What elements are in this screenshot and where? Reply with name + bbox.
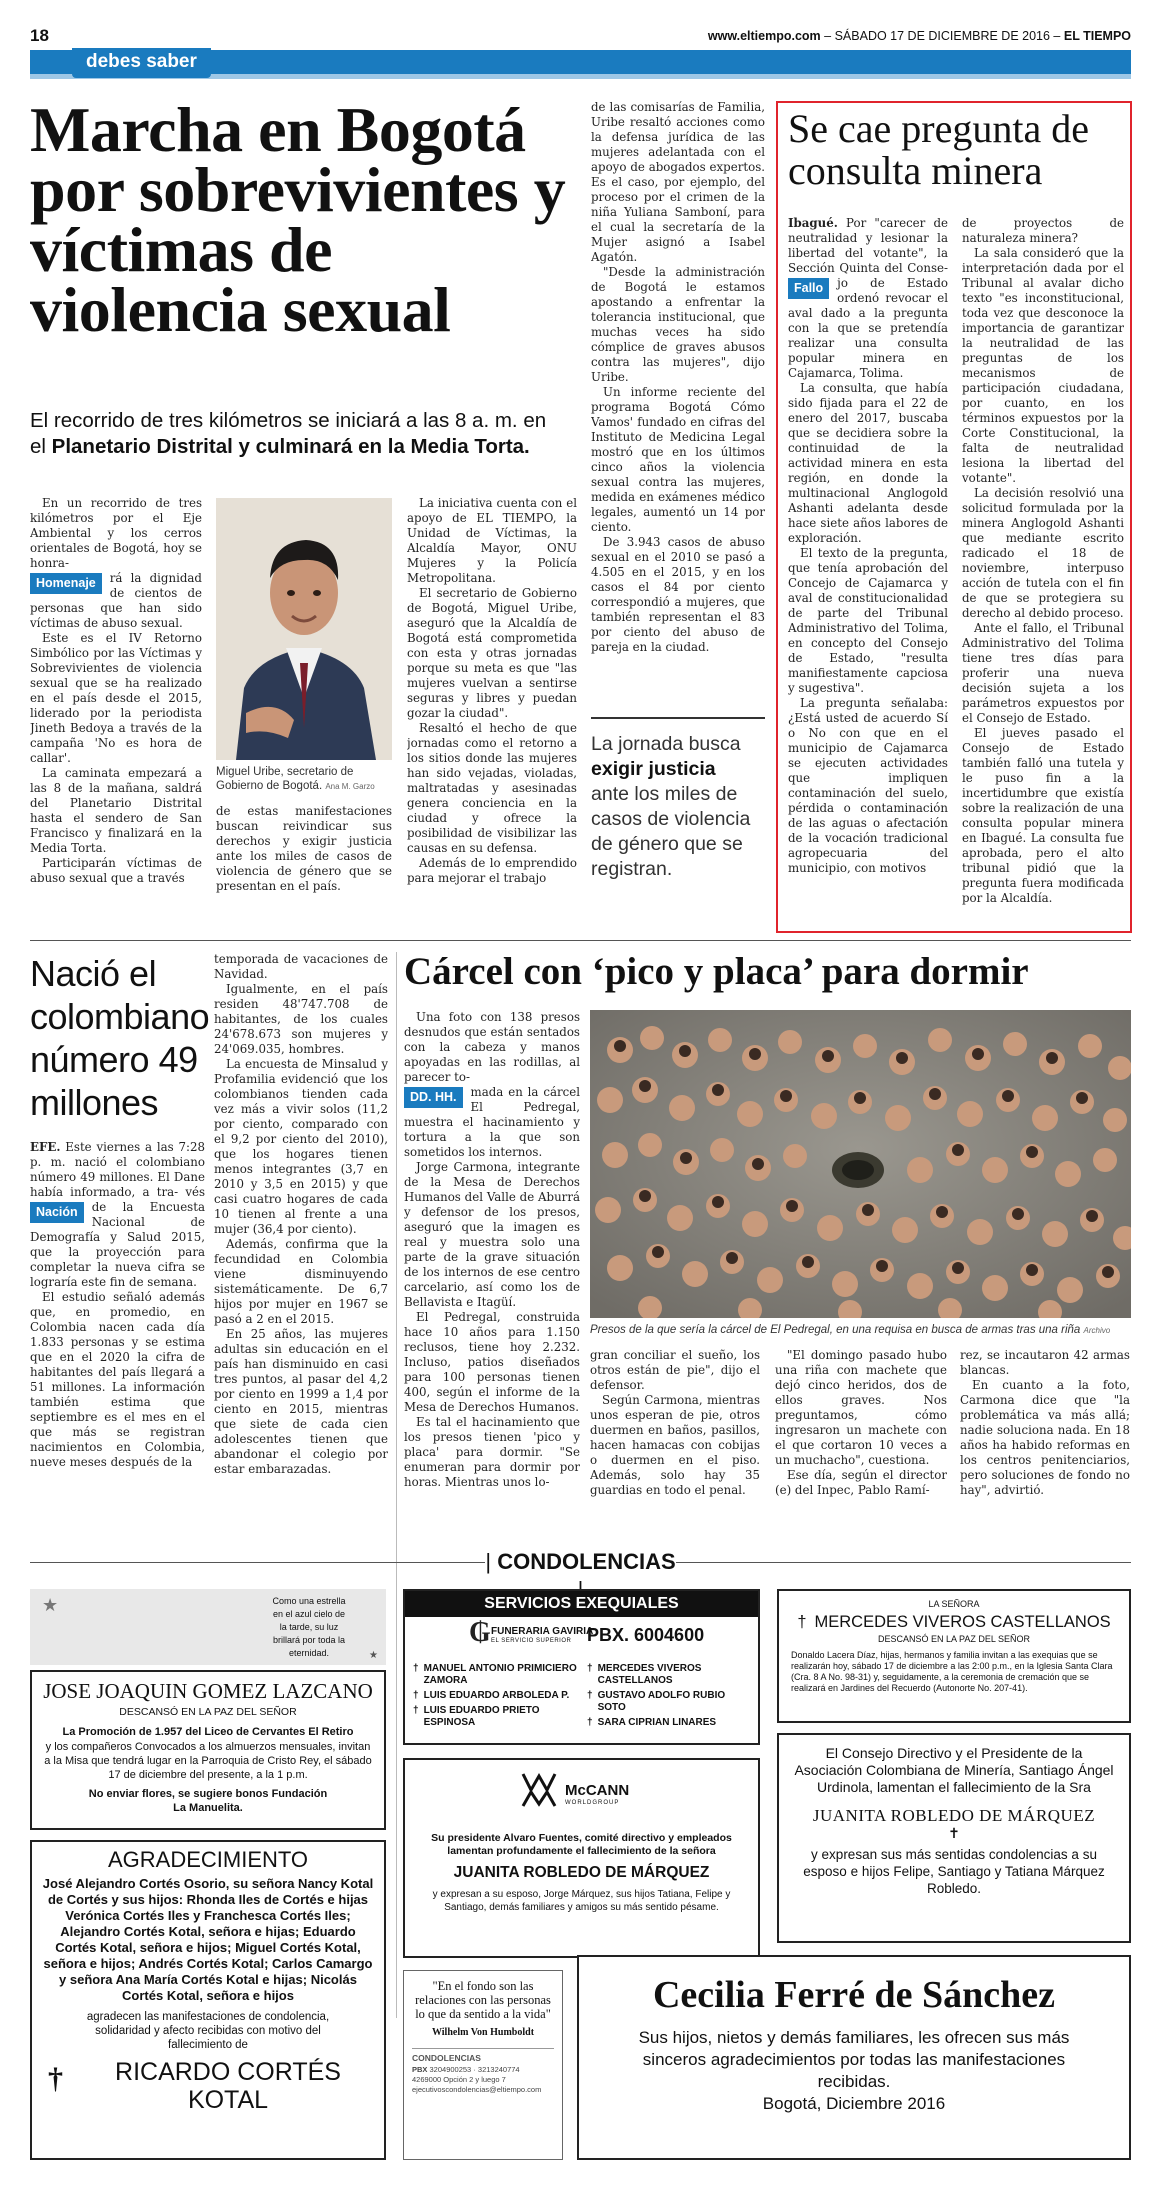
cross-icon: ✝ — [948, 1826, 960, 1842]
page-header-info: www.eltiempo.com – SÁBADO 17 DE DICIEMBRE DE 2016 – EL TIEMPO — [707, 29, 1131, 43]
nacio-headline: Nació el colombiano número 49 millones — [30, 953, 210, 1123]
agradecimiento-notice — [30, 1840, 386, 2160]
mccann-intro: Su presidente Alvaro Fuentes, comité directivo y empleados lamentan profundamente el fallecimiento de la señora — [431, 1832, 732, 1857]
gomez-sub: DESCANSÓ EN LA PAZ DEL SEÑOR — [119, 1706, 297, 1718]
servicios-name: LUIS EDUARDO ARBOLEDA P. — [423, 1690, 570, 1701]
mccann-brand-sub: WORLDGROUP — [565, 1800, 620, 1806]
carcel-col2-p2: Según Carmona, mientras unos esperan de pie, otros duermen en baños, pasillos, hacen hamacas con cobijas o duermen en el piso. Además, solo hay 35 guardias en todo el penal. — [590, 1393, 760, 1497]
viveros-name: MERCEDES VIVEROS CASTELLANOS — [814, 1613, 1111, 1631]
viveros-notice — [777, 1589, 1131, 1723]
carcel-tag: DD. HH. — [404, 1087, 463, 1108]
condolencias-rule-right — [676, 1562, 1131, 1563]
nacio-lead: Este viernes a las 7:28 p. m. nació el colombiano número 49 millones. El Dane había informado, a tra- — [30, 1140, 205, 1199]
star-text-line: brillará por toda la — [272, 1635, 346, 1645]
agradecimiento-name: RICARDO CORTÉS KOTAL — [115, 2058, 341, 2114]
carcel-col1-intro: Una foto con 138 presos desnudos que están sentados con la cabeza y manos apoyadas en las rodillas, al parecer to- — [404, 1010, 580, 1084]
gomez-name: JOSE JOAQUIN GOMEZ LAZCANO — [43, 1679, 373, 1703]
march-col4-p1: de las comisarías de Familia, Uribe resaltó acciones como la defensa jurídica de las mujeres adelantada con el apoyo de abogados expertos. Es el caso, por ejemplo, del proceso por el crimen de la niña Yuliana Samboní, para el cual la secretaría de la Mujer asignó a Isabel Agatón. — [591, 100, 765, 264]
nacio-col1-p2: El estudio señaló además que, en promedio, en Colombia nacen cada día 1.833 personas y se estima que en el 2020 la cifra de habitantes del país llegará a 51 millones. La información también estima que septiembre es el mes en el que más se registran nacimientos en Colombia, nueve meses después de la — [30, 1290, 205, 1469]
star-text-line: Como una estrella — [272, 1596, 346, 1606]
march-col3 — [407, 496, 577, 916]
quote-email: ejecutivoscondolencias@eltiempo.com — [412, 2085, 542, 2094]
march-col1-intro: En un recorrido de tres kilómetros por el Eje Ambiental y los cerros orientales de Bogotá, hoy se honra- — [30, 496, 202, 570]
uribe-caption-text: Miguel Uribe, secretario de Gobierno de Bogotá. — [216, 766, 354, 792]
viveros-sub: DESCANSÓ EN LA PAZ DEL SEÑOR — [877, 1634, 1031, 1644]
prison-caption — [590, 1323, 1131, 1338]
cross-icon: † — [413, 1663, 419, 1674]
consulta-lead-bold: Ibagué. — [788, 216, 838, 230]
march-tag: Homenaje — [30, 573, 102, 594]
carcel-col3-p1: "El domingo pasado hubo una riña con machete que dejó cinco heridos, dos de ellos graves. Nos preguntamos, cómo ingresaron un machete con el que cortaron 10 veces a un muchacho", cuestiona. — [775, 1348, 947, 1467]
carcel-col3-p2: Ese día, según el director (e) del Inpec, Pablo Ramí- — [775, 1468, 947, 1497]
consulta-col1-text: jo de Estado ordenó revocar el aval dado a la pregunta con la que se pretendía realizar una consulta popular minera en Cajamarca, Tolima. — [788, 276, 948, 380]
viveros-pre: LA SEÑORA — [928, 1599, 980, 1609]
ferre-text: Sus hijos, nietos y demás familiares, les ofrecen sus más sinceros agradecimientos por todas las manifestaciones recibidas. — [638, 2028, 1070, 2091]
march-deck-line1: El recorrido de tres kilómetros se iniciará a las 8 a. m. en — [30, 409, 547, 432]
quote-contact1: 3204900253 · 3213240774 — [429, 2065, 520, 2074]
march-col3-p1: La iniciativa cuenta con el apoyo de EL TIEMPO, la Unidad de Víctimas, la Alcaldía Mayor, ONU Mujeres y la Policía Metropolitana. — [407, 496, 577, 585]
consulta-headline: Se cae pregunta de consulta minera — [788, 106, 1089, 193]
star-text-line: eternidad. — [288, 1648, 330, 1658]
servicios-name: MANUEL ANTONIO PRIMICIERO ZAMORA — [423, 1663, 577, 1686]
carcel-col1-text: mada en la cárcel El Pedregal, muestra el hacinamiento y tortura a la que son sometidos los internos. — [404, 1085, 580, 1159]
servicios-notice — [403, 1589, 760, 1745]
servicios-name: SARA CIPRIAN LINARES — [597, 1717, 717, 1728]
carcel-col4-p1: rez, se incautaron 42 armas blancas. — [960, 1348, 1130, 1377]
consulta-col1-p2: La consulta, que había sido fijada para el 22 de enero del 2017, buscaba que se decidiera sobre la continuidad de la actividad minera en esta región, en donde la multinacional Anglogold Ashanti adelanta desde hace siete años labores de exploración. — [788, 381, 948, 545]
quote-label: CONDOLENCIAS — [412, 2053, 481, 2063]
march-deck-bold: Planetario Distrital y culminará en la Media Torta. — [51, 435, 530, 458]
star-text-line: en el azul cielo de — [272, 1609, 346, 1619]
viveros-name-row — [791, 1613, 1117, 1632]
gomez-l2: y los compañeros Convocados a los almuerzos mensuales, invitan a la Misa que tendrá lugar en la Parroquia de Cristo Rey, el sábado 17 de diciembre del presente, a la 1 p.m. — [44, 1741, 372, 1781]
mineria-notice — [777, 1733, 1131, 1943]
ferre-name: Cecilia Ferré de Sánchez — [652, 1974, 1056, 2016]
mccann-text: y expresan a su esposo, Jorge Márquez, sus hijos Tatiana, Felipe y Santiago, demás familiares y amigos su más sentido pésame. — [432, 1889, 731, 1913]
uribe-photo-art — [216, 498, 392, 760]
carcel-col1-p4: Es tal el hacinamiento que los presos tienen 'pico y placa' para dormir. "Se enumeran para dormir por horas. Mientras unos lo- — [404, 1415, 580, 1489]
march-col2 — [216, 804, 392, 916]
cross-icon: † — [587, 1717, 593, 1728]
mineria-intro: El Consejo Directivo y el Presidente de la Asociación Colombiana de Minería, Santiago Ángel Urdinola, lamentan el fallecimiento de la Sra — [794, 1745, 1114, 1795]
gomez-l3: No enviar flores, se sugiere bonos Fundación La Manuelita. — [88, 1788, 328, 1814]
viveros-text: Donaldo Lacera Díaz, hijas, hermanos y familia invitan a las exequias que se realizarán hoy, sábado 17 de diciembre a las 2:00 p.m., en la Iglesia Santa Clara (Cra. 8 A No. 98-31) y, seguidamente, a la ceremonia de cremación que se realizará en Jardines del Recuerdo (Autonorte No. 207-41). — [791, 1650, 1113, 1693]
march-pullquote — [591, 732, 769, 882]
star-icon: ★ — [42, 1595, 59, 1616]
servicios-title: SERVICIOS EXEQUIALES — [405, 1591, 758, 1617]
quote-contact — [412, 2065, 554, 2095]
pullquote-bold: exigir justicia — [591, 758, 716, 780]
nacio-col2-p4: Además, confirma que la fecundidad en Colombia viene disminuyendo sistemáticamente. De 6,7 hijos por mujer en 1967 se pasó a 2 en el 2015. — [214, 1237, 388, 1326]
nacio-col2-p1: temporada de vacaciones de Navidad. — [214, 952, 388, 981]
march-col1-p4: Participarán víctimas de abuso sexual que a través — [30, 856, 202, 885]
march-col4-p4: De 3.943 casos de abuso sexual en el 2010 se pasó a 4.505 en el 2015, y en los casos el 84 por ciento correspondió a mujeres, que también representan el 83 por ciento del abuso de pareja en la ciudad. — [591, 535, 765, 654]
nacio-col2-p3: La encuesta de Minsalud y Profamilia evidenció que los colombianos tienden cada vez más a vivir solos (11,2 por ciento, comparado con el 9,2 por ciento del 2010), que los hogares tienen menos integrantes (3,7 en 2010 y 3,5 en 2015) y que casi cuatro hogares de cada 10 tienen al frente a una mujer (36,4 por ciento). — [214, 1057, 388, 1236]
quote-contact2: 4269000 Opción 2 y luego 7 — [412, 2075, 506, 2084]
funeraria-phone: PBX. 6004600 — [587, 1625, 705, 1645]
mccann-brand: McCANN — [565, 1782, 630, 1799]
consulta-col2-p5: El jueves pasado el Consejo de Estado también falló una tutela y le puso fin a la incertidumbre que existía sobre la realización de una consulta popular minera en Ibagué. La consulta fue aprobada, pero el alto tribunal pidió que la pregunta fuera modificada por la Alcaldía. — [962, 726, 1124, 905]
march-deck-plain: el — [30, 435, 52, 458]
pullquote-part1: La jornada busca — [591, 733, 741, 755]
nacio-col2-p5: En 25 años, las mujeres adultas sin educación en el país han disminuido en casi tres puntos, al pasar del 4,2 por ciento en 1999 a 1,4 por ciento en 2015, mientras que siete de cada cien adolescentes tienen que abandonar el colegio por estar embarazadas. — [214, 1327, 388, 1476]
mccann-name: JUANITA ROBLEDO DE MÁRQUEZ — [453, 1864, 710, 1881]
prison-caption-text: Presos de la que sería la cárcel de El Pedregal, en una requisa en busca de armas tras una riña — [590, 1324, 1081, 1336]
consulta-col2 — [962, 216, 1124, 926]
consulta-col2-p1: de proyectos de naturaleza minera? — [962, 216, 1124, 245]
march-deck — [30, 408, 580, 460]
cross-icon: † — [587, 1690, 593, 1701]
consulta-col1 — [788, 216, 948, 926]
gomez-notice — [30, 1670, 386, 1830]
mccann-logo-icon — [519, 1770, 559, 1810]
consulta-col1-p4: La pregunta señalaba: ¿Está usted de acuerdo Sí o No con que en el municipio de Cajamarca se ejecuten actividades que impliquen contaminación del suelo, pérdida o contaminación de las aguas o afectación de la vocación tradicional agropecuaria del municipio, con motivos — [788, 696, 948, 875]
cross-icon: † — [587, 1663, 593, 1674]
cross-icon: † — [413, 1705, 419, 1716]
star-notice — [30, 1589, 386, 1665]
page-number: 18 — [30, 26, 49, 45]
mineria-text: y expresan sus más sentidas condolencias a su esposo e hijos Felipe, Santiago y Tatiana Márquez Robledo. — [803, 1847, 1105, 1896]
cross-icon: † — [797, 1613, 807, 1631]
nacio-lead-bold: EFE. — [30, 1140, 61, 1154]
agradecimiento-title: AGRADECIMIENTO — [107, 1847, 309, 1872]
nacio-col1-text: vés de la Encuesta Nacional de Demografía y Salud 2015, que la proyección para completar la nueva cifra se lograría este fin de semana. — [30, 1185, 205, 1289]
gomez-l1: La Promoción de 1.957 del Liceo de Cervantes El Retiro — [62, 1726, 354, 1738]
march-col3-p4: Además de lo emprendido para mejorar el trabajo — [407, 856, 577, 885]
march-col4-p2: "Desde la administración de Bogotá le estamos apostando a enfrentar la tolerancia institucional, que muchas veces ha sido cómplice de graves abusos contra las mujeres", dijo Uribe. — [591, 265, 765, 384]
ferre-place: Bogotá, Diciembre 2016 — [762, 2094, 946, 2113]
consulta-col2-p4: Ante el fallo, el Tribunal Administrativo del Tolima tiene tres días para proferir una nueva decisión sujeta a los parámetros expuestos por el Consejo de Estado. — [962, 621, 1124, 725]
march-col3-p3: Resaltó el hecho de que jornadas como el retorno a los sitios donde las mujeres han sido vejadas, violadas, maltratadas y asesinadas genera conciencia en la ciudad y ofrece la posibilidad de visibilizar las causas en su defensa. — [407, 721, 577, 855]
star-icon-small: ★ — [369, 1650, 378, 1661]
march-col2-text: de estas manifestaciones buscan reivindicar sus derechos y exigir justicia ante los miles de casos de violencia de género que se presentan en el país. — [216, 804, 392, 893]
condolencias-title: | CONDOLENCIAS — [485, 1549, 676, 1574]
funeraria-sub: EL SERVICIO SUPERIOR — [491, 1638, 572, 1644]
consulta-tag: Fallo — [788, 278, 829, 299]
agradecimiento-names: José Alejandro Cortés Osorio, su señora Nancy Kotal de Cortés y sus hijos: Rhonda Iles de Cortés e hijas Verónica Cortés Iles y Franchesca Cortés Iles; Alejandro Cortés Kotal, señora e hijas; Eduardo Cortés Kotal, señora e hijos; Miguel Cortés Kotal, señora e hijos; Andrés Cortés Kotal; Carlos Camargo y señora Ana María Cortés Kotal e hijas; Nicolás Cortés Kotal, señora e hijos — [42, 1876, 374, 2003]
section-tab: debes saber — [72, 48, 211, 78]
prison-photo-art — [590, 1010, 1131, 1318]
consulta-col2-p2: La sala consideró que la interpretación dada por el Tribunal al avalar dicho texto "es inconstitucional, toda vez que desconoce la importancia de garantizar la neutralidad de las preguntas de los mecanismos de participación ciudadana, por cuanto, en los términos expuestos por la Corte Constitucional, la falta de neutralidad lesiona la libertad del votante". — [962, 246, 1124, 485]
consulta-col2-p3: La decisión resolvió una solicitud formulada por la minera Anglogold Ashanti que mediante escrito radicado el 18 de noviembre, interpuso acción de tutela con el fin de que se protegiera su derecho al debido proceso. — [962, 486, 1124, 620]
ferre-notice — [577, 1955, 1131, 2160]
condolencias-rule-left — [30, 1562, 485, 1563]
march-headline: Marcha en Bogotá por sobrevivientes y víctimas de violencia sexual — [30, 94, 566, 345]
march-col3-p2: El secretario de Gobierno de Bogotá, Miguel Uribe, aseguró que la Alcaldía de Bogotá está comprometida con esta y otras jornadas porque su meta es que "las mujeres vuelvan a sentirse seguras y libres y puedan gozar la ciudad". — [407, 586, 577, 720]
header-date: SÁBADO 17 DE DICIEMBRE DE 2016 — [834, 29, 1050, 43]
cross-icon: † — [48, 2062, 63, 2095]
quote-author: Wilhelm Von Humboldt — [431, 2027, 535, 2038]
servicios-name: MERCEDES VIVEROS CASTELLANOS — [597, 1663, 702, 1686]
condolencias-title-text: CONDOLENCIAS — [497, 1549, 676, 1574]
quote-text: "En el fondo son las relaciones con las personas lo que da sentido a la vida" — [415, 1979, 551, 2021]
servicios-name: LUIS EDUARDO PRIETO ESPINOSA — [423, 1705, 540, 1728]
agradecimiento-text: agradecen las manifestaciones de condolencia, solidaridad y afecto recibidas con motivo del fallecimiento de — [86, 2011, 330, 2051]
funeraria-name: FUNERARIA GAVIRIA — [491, 1626, 594, 1637]
march-col1-text: rá la dignidad de cientos de personas que han sido víctimas de abuso sexual. — [30, 571, 202, 630]
nacio-col2-p2: Igualmente, en el país residen 48'747.708 de habitantes, de los cuales 24'678.673 son mujeres y 24'069.035, hombres. — [214, 982, 388, 1056]
march-col1-p2: Este es el IV Retorno Simbólico por las Víctimas y Sobrevivientes de violencia sexual que se ha realizado en el país desde el 2015, liderado por la periodista Jineth Bedoya a través de la campaña 'No es hora de callar'. — [30, 631, 202, 765]
carcel-col1-p2: Jorge Carmona, integrante de la Mesa de Derechos Humanos del Valle de Aburrá y defensor de los presos, aseguró que la imagen es real y muestra solo una parte de la grave situación de los internos de ese centro carcelario, así como los de Bellavista e Itagüí. — [404, 1160, 580, 1309]
servicios-name: GUSTAVO ADOLFO RUBIO SOTO — [597, 1690, 726, 1713]
star-text-line: la tarde, su luz — [279, 1622, 339, 1632]
funeraria-logo-icon: ₲ — [469, 1617, 491, 1648]
carcel-col1-p3: El Pedregal, construida hace 10 años para 1.150 reclusos, tiene hoy 2.232. Incluso, patios diseñados para 100 personas tienen 400, según el informe de la Mesa de Derechos Humanos. — [404, 1310, 580, 1414]
consulta-col1-p3: El texto de la pregunta, que tenía aprobación del Concejo de Cajamarca y aval de constitucionalidad de parte del Tribunal Administrativo del Tolima, en concepto del Consejo de Estado, "resulta manifiestamente capciosa y sugestiva". — [788, 546, 948, 695]
mccann-notice — [403, 1758, 760, 1958]
consulta-lead: Por "carecer de neutralidad y lesionar la libertad del votante", la Sección Quinta del Conse- — [788, 216, 948, 275]
carcel-col4-p2: En cuanto a la foto, Carmona dice que "la problemática va más allá; nadie soluciona nada. En 18 años ha habido reformas en los centros penitenciarios, pero soluciones de fondo no hay", advirtió. — [960, 1378, 1130, 1497]
servicios-right — [587, 1663, 752, 1729]
pullquote-part2: ante los miles de casos de violencia de género que se registran. — [591, 783, 751, 880]
divider-nacio — [396, 952, 397, 2018]
march-col4 — [591, 100, 765, 690]
march-col1 — [30, 496, 202, 916]
march-col1-p3: La caminata empezará a las 8 de la mañana, saldrá del Planetario Distrital hasta el sendero de San Francisco y finalizará en la Media Torta. — [30, 766, 202, 855]
mccann-logo — [419, 1768, 744, 1820]
nacio-tag: Nación — [30, 1202, 84, 1223]
carcel-col2-p1: gran conciliar el sueño, los otros están de pie", dijo el defensor. — [590, 1348, 760, 1392]
servicios-left — [413, 1663, 578, 1729]
mineria-name: JUANITA ROBLEDO DE MÁRQUEZ — [812, 1806, 1096, 1825]
prison-photo — [590, 1010, 1131, 1318]
carcel-headline: Cárcel con ‘pico y placa’ para dormir — [404, 950, 1029, 993]
uribe-caption — [216, 765, 392, 794]
uribe-photo-credit: Ana M. Garzo — [325, 782, 375, 791]
quote-pbx: PBX — [412, 2065, 428, 2074]
site-url: www.eltiempo.com — [707, 29, 821, 43]
cross-icon: † — [413, 1690, 419, 1701]
quote-notice — [403, 1970, 563, 2160]
march-col4-p3: Un informe reciente del programa Bogotá Cómo Vamos' fundado en cifras del Instituto de Medicina Legal mostró que en los últimos cinco años la violencia sexual contra las mujeres, medida en exámenes médico legales, aumentó un 14 por ciento. — [591, 385, 765, 534]
prison-photo-credit: Archivo — [1083, 1326, 1111, 1335]
uribe-photo — [216, 498, 392, 760]
paper-name: EL TIEMPO — [1063, 29, 1131, 43]
star-text — [250, 1595, 368, 1660]
pullquote-rule — [591, 717, 765, 719]
divider-mid — [30, 940, 1131, 941]
